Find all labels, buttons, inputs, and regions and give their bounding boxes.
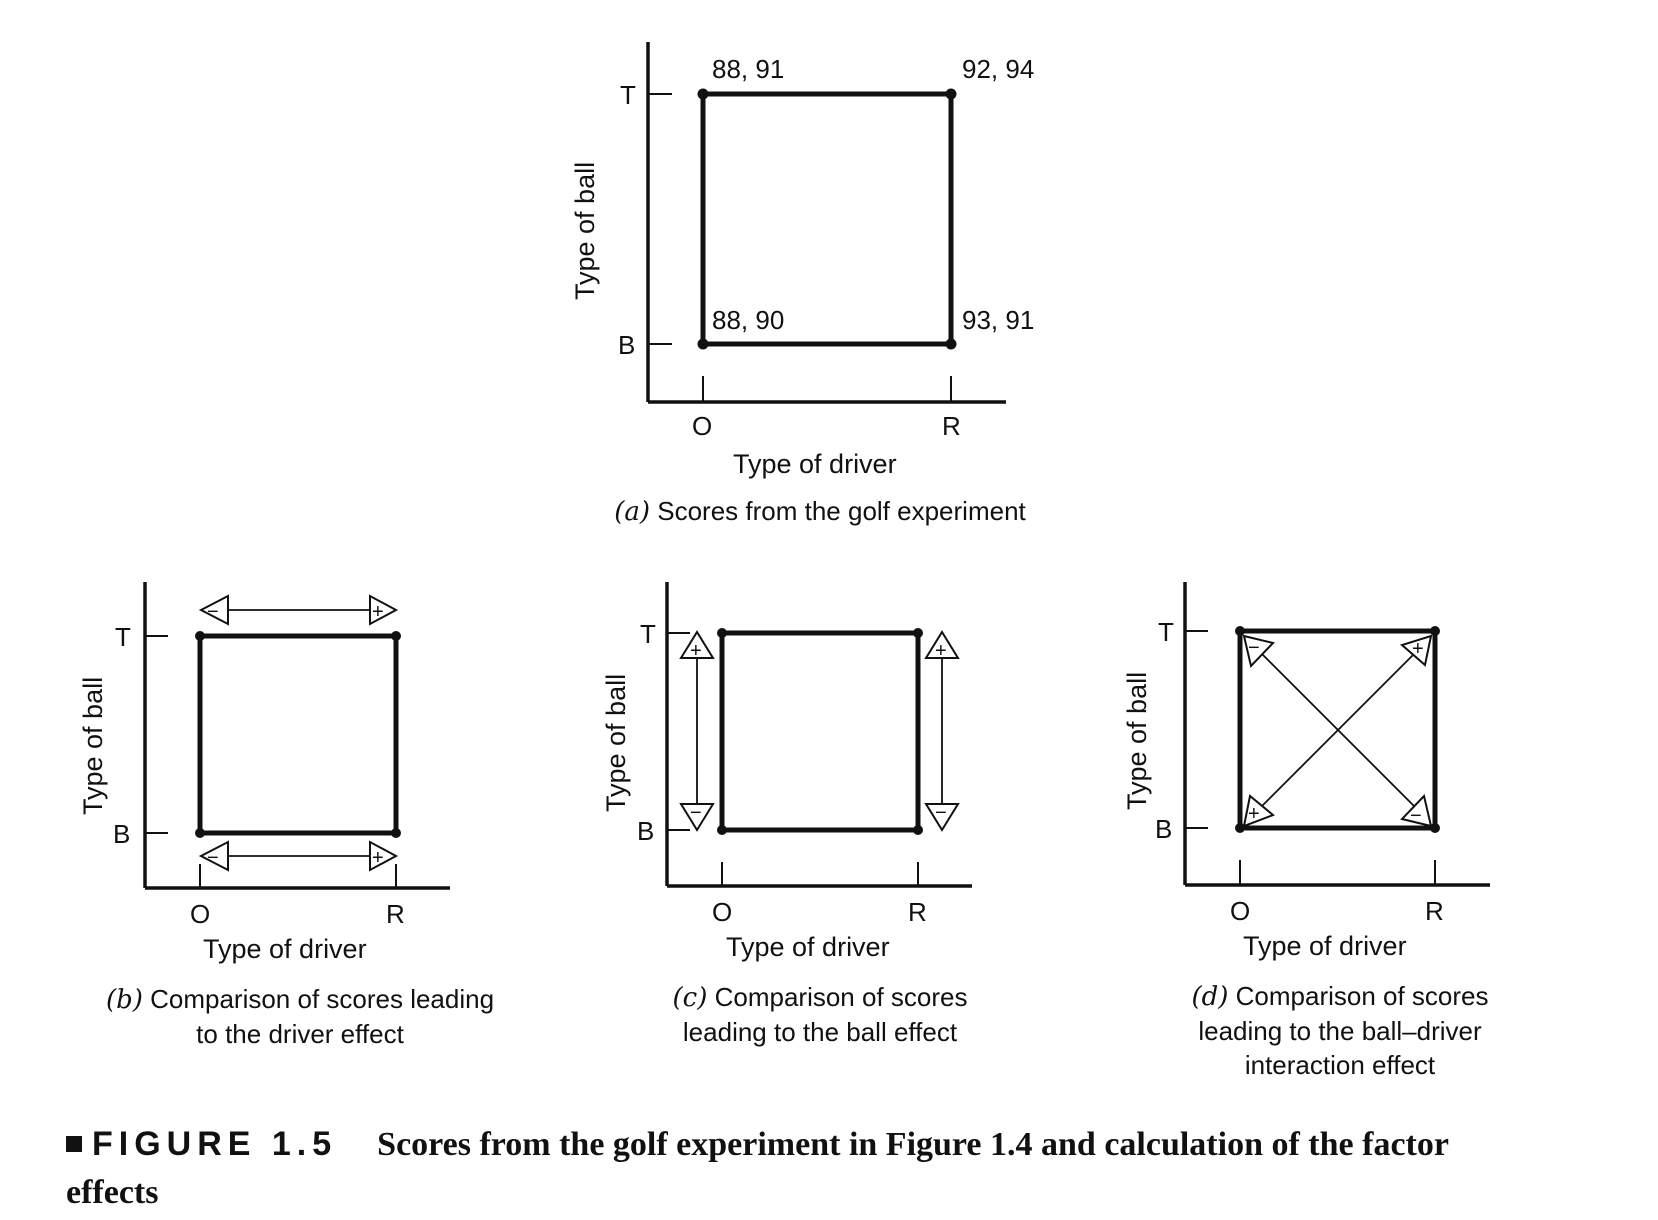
driver-arrow-bottom [201,842,396,870]
corner-point-ot [698,89,709,100]
corner-point-rt [946,89,957,100]
corner-point [913,628,923,638]
caption-letter: (c) [672,983,708,1013]
corner-point [717,628,727,638]
plus-sign: + [1412,638,1424,660]
panel-c [601,582,972,962]
ball-arrow-right [926,632,958,830]
caption-line: Comparison of scores [707,982,968,1012]
design-square [200,636,396,833]
tick-label-b: B [637,816,655,846]
caption-line: to the driver effect [196,1019,404,1049]
tick-label-r: R [386,899,405,929]
tick-label-r: R [942,411,961,441]
caption-b [50,982,550,1051]
caption-line: Comparison of scores [1228,981,1489,1011]
figure-title: Scores from the golf experiment in Figure 1.4 and calculation of the factor effects [66,1126,1449,1211]
corner-point [195,631,205,641]
caption-letter: (b) [105,985,143,1015]
minus-sign: − [207,601,219,623]
tick-label-o: O [712,897,733,927]
corner-point [391,828,401,838]
corner-point-rb [946,339,957,350]
y-axis-title: Type of ball [570,161,600,300]
tick-label-t: T [115,622,131,652]
panel-a [570,42,1034,479]
x-axis-title: Type of driver [203,934,367,964]
corner-point-ob [698,339,709,350]
caption-d [1090,979,1590,1082]
x-axis-title: Type of driver [726,932,890,962]
plus-sign: + [372,847,384,869]
caption-a [560,494,1080,529]
caption-text: Scores from the golf experiment [650,496,1026,526]
tick-label-t: T [1158,617,1174,647]
corner-point [391,631,401,641]
y-axis-title: Type of ball [1122,671,1152,810]
corner-point [913,825,923,835]
score-ob: 88, 90 [712,305,785,335]
y-axis-title: Type of ball [78,676,108,815]
caption-c [570,980,1070,1049]
minus-sign: − [207,847,219,869]
plus-sign: + [935,640,947,662]
corner-point [1430,626,1440,636]
y-axis-title: Type of ball [601,673,631,812]
figure-caption [66,1120,1546,1217]
tick-label-t: T [620,80,636,110]
corner-point [1235,626,1245,636]
corner-point [195,828,205,838]
plus-sign: + [372,601,384,623]
caption-letter: (d) [1191,982,1229,1012]
minus-sign: − [690,802,702,824]
score-rt: 92, 94 [962,54,1035,84]
caption-letter: (a) [614,497,651,527]
square-bullet-icon [66,1136,82,1152]
x-axis-title: Type of driver [733,449,897,479]
figure-label: FIGURE 1.5 [92,1125,338,1163]
plus-sign: + [690,640,702,662]
tick-label-o: O [190,899,211,929]
tick-label-r: R [1425,896,1444,926]
tick-label-b: B [618,330,636,360]
tick-label-t: T [640,619,656,649]
minus-sign: − [1248,637,1260,659]
tick-label-o: O [692,411,713,441]
corner-point [717,825,727,835]
x-axis-title: Type of driver [1243,931,1407,961]
tick-label-o: O [1230,896,1251,926]
caption-line: leading to the ball–driver [1198,1016,1482,1046]
panel-d [1122,582,1490,961]
tick-label-r: R [908,897,927,927]
panel-b [78,582,450,964]
plus-sign: + [1248,803,1260,825]
minus-sign: − [1410,805,1422,827]
score-ot: 88, 91 [712,54,785,84]
minus-sign: − [935,802,947,824]
design-square [722,633,918,830]
tick-label-b: B [1155,814,1173,844]
driver-arrow-top [201,596,396,624]
score-rb: 93, 91 [962,305,1035,335]
caption-line: Comparison of scores leading [142,984,495,1014]
caption-line: interaction effect [1244,1050,1436,1080]
ball-arrow-left [681,632,713,830]
tick-label-b: B [113,819,131,849]
caption-line: leading to the ball effect [682,1017,958,1047]
